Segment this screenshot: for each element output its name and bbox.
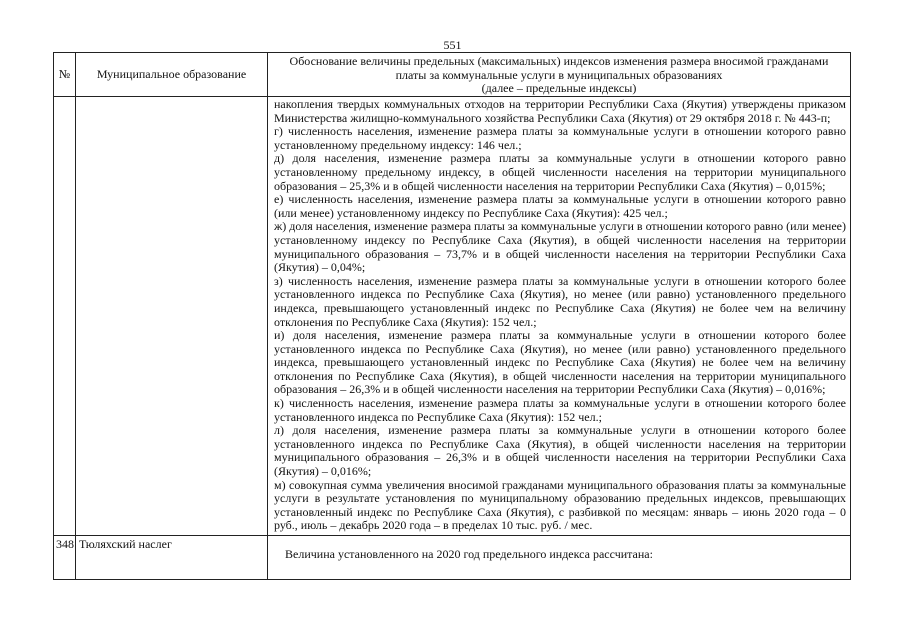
row-justification-cell bbox=[268, 97, 851, 536]
table-row bbox=[54, 97, 851, 536]
header-justification bbox=[268, 53, 851, 97]
row-justification-cell bbox=[268, 536, 851, 580]
paragraph-l: л) доля населения, изменение размера платы за коммунальные услуги в отношении которого более установленного индекса по Республике Саха (Якутия), в общей численности населения на территории муниципального образования – 26,3% и в общей численности населения на территории Республики Саха (Якутия) – 0,016%; bbox=[274, 423, 846, 479]
header-number: № bbox=[54, 53, 76, 97]
paragraph-m: м) совокупная сумма увеличения вносимой гражданами муниципального образования платы за коммунальные услуги в результате установления по муниципальному образованию предельных индексов, превышающих установленный индекс по Республике Саха (Якутия), с разбивкой по месяцам: январь – июнь 2020 года – 0 руб., июль – декабрь 2020 года – в пределах 10 тыс. руб. / мес. bbox=[274, 477, 846, 533]
paragraph-d: д) доля населения, изменение размера платы за коммунальные услуги в отношении которого равно установленному предельному индексу, в общей численности населения на территории муниципального образования – 25,3% и в общей численности населения на территории Республики Саха (Якутия) – 0,015%; bbox=[274, 151, 846, 193]
indices-table bbox=[53, 52, 851, 580]
header-municipality: Муниципальное образование bbox=[76, 53, 268, 97]
paragraph-intro: Величина установленного на 2020 год предельного индекса рассчитана: bbox=[285, 547, 653, 561]
table-header-row bbox=[54, 53, 851, 97]
page-number: 551 bbox=[443, 38, 462, 52]
header-justification-line-3: (далее – предельные индексы) bbox=[481, 81, 637, 96]
table-row bbox=[54, 536, 851, 580]
row-number-cell bbox=[54, 97, 76, 536]
paragraph-e: е) численность населения, изменение размера платы за коммунальные услуги в отношении которого равно (или менее) установленному индексу по Республике Саха (Якутия): 425 чел.; bbox=[274, 192, 846, 220]
row-municipality-cell bbox=[76, 97, 268, 536]
paragraph-continuation: накопления твердых коммунальных отходов на территории Республики Саха (Якутия) утверждены приказом Министерства жилищно-коммунального хозяйства Республики Саха (Якутия) от 29 октября 2018 г. № 443-п; bbox=[274, 97, 846, 125]
row-municipality-cell: Тюляхский наслег bbox=[76, 536, 268, 580]
paragraph-g: г) численность населения, изменение размера платы за коммунальные услуги в отношении которого равно установленному предельному индексу: 146 чел.; bbox=[274, 124, 846, 152]
header-justification-line-1: Обоснование величины предельных (максимальных) индексов изменения размера вносимой гражданами bbox=[289, 54, 829, 68]
paragraph-z: з) численность населения, изменение размера платы за коммунальные услуги в отношении которого более установленного индекса по Республике Саха (Якутия), но менее (или равно) установленного предельного индекса, превышающего установленный индекс по Республике Саха (Якутия) не более чем на величину отклонения по Республике Саха (Якутия): 152 чел.; bbox=[274, 273, 846, 329]
row-number-cell: 348 bbox=[54, 536, 76, 580]
paragraph-zh: ж) доля населения, изменение размера платы за коммунальные услуги в отношении которого равно (или менее) установленному индексу по Республике Саха (Якутия), в общей численности населения на территории муниципального образования – 73,7% и в общей численности населения на территории Республики Саха (Якутия) – 0,04%; bbox=[274, 219, 846, 275]
paragraph-k: к) численность населения, изменение размера платы за коммунальные услуги в отношении которого более установленного индекса по Республике Саха (Якутия): 152 чел.; bbox=[274, 396, 846, 424]
header-justification-line-2: платы за коммунальные услуги в муниципальных образованиях bbox=[395, 67, 723, 82]
paragraph-i: и) доля населения, изменение размера платы за коммунальные услуги в отношении которого более установленного индекса по Республике Саха (Якутия), но менее (или равно) установленного предельного индекса, превышающего установленный индекс по Республике Саха (Якутия) не более чем на величину отклонения по Республике Саха (Якутия), в общей численности населения на территории муниципального образования – 26,3% и в общей численности населения на территории Республики Саха (Якутия) – 0,016%; bbox=[274, 328, 846, 397]
